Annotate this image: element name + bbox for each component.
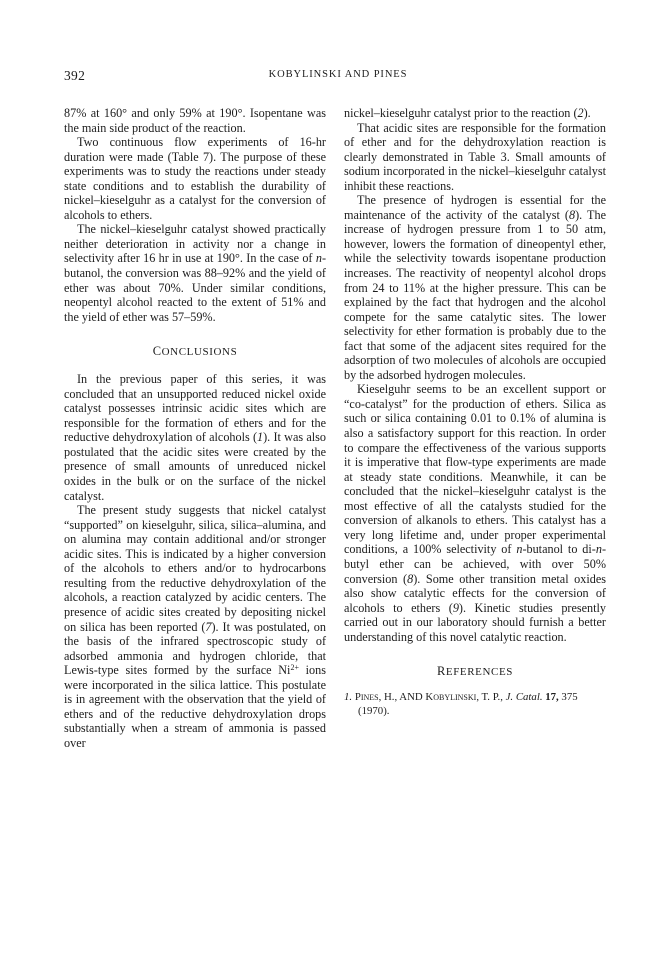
citation-ref: 1 (257, 430, 264, 445)
paragraph: In the previous paper of this series, it was concluded that an unsupported reduced nickel oxide catalyst possesses intrinsic acidic sites which are responsible for the formation of ethers and for the reductive dehydroxylation of alcohols (1). It was also postulated that the acidic sites were created by the presence of small amounts of unreduced nickel oxides in the bulk or on the surface of the nickel catalyst. (64, 372, 326, 503)
running-head: KOBYLINSKI AND PINES (268, 69, 408, 80)
citation-ref: 8 (569, 207, 576, 222)
paragraph: 87% at 160° and only 59% at 190°. Isopentane was the main side product of the reaction. (64, 106, 326, 135)
page-header (64, 68, 612, 86)
conclusions-heading: CONCLUSIONS (152, 344, 238, 359)
paragraph: Two continuous flow experiments of 16-hr duration were made (Table 7). The purpose of these experiments was to study the reactions under steady state conditions and to establish the durability of nickel–kieselguhr as a catalyst for the conversion of alcohols to ethers. (64, 135, 326, 222)
citation-ref: 9 (452, 600, 459, 615)
citation-ref: 7 (205, 619, 212, 634)
paragraph: The present study suggests that nickel catalyst “supported” on kieselguhr, silica, silica–alumina, and on alumina may contain additional and/or stronger acidic sites. This is indicated by a higher conversion of the alcohols to ethers and/or to hydrocarbons resulting from the reductive dehydroxylation of the alcohols, a reaction catalyzed by acidic centers. The presence of acidic sites created by depositing nickel on silica has been reported (7). It was postulated, on the basis of the infrared spectroscopic study of adsorbed ammonia and hydrogen chloride, that Lewis-type sites formed by the surface $Ni^{2+}$ ions were incorporated in the silica lattice. This postulate is in agreement with the observation that the yield of ethers and of the reductive dehydroxylation drops substantially when a stream of ammonia is passed over (64, 503, 326, 750)
paragraph: Kieselguhr seems to be an excellent support or “co-catalyst” for the production of ethers. Silica as such or silica containing 0.01 to 0.1% of alumina is also a satisfactory support for this reaction. In order to compare the effectiveness of the various supports it is imperative that flow-type experiments are made at steady state conditions. Meanwhile, it can be concluded that the nickel–kieselguhr catalyst is the most effective of all the catalysts studied for the conversion of alkanols to ethers. This catalyst has a very long lifetime and, under proper experimental conditions, a 100% selectivity of n-butanol to di-n-butyl ether can be achieved, with over 50% conversion (8). Some other transition metal oxides also show catalytic effects for the conversion of alcohols to ethers (9). Kinetic studies presently carried out in our laboratory should furnish a better understanding of this novel catalytic reaction. (344, 382, 606, 644)
reference-entry: 1. Pines, H., AND Kobylinski, T. P., J. Catal. 17, 375 (1970). (344, 691, 578, 717)
left-column (64, 106, 326, 750)
paragraph: That acidic sites are responsible for the formation of ether and for the dehydroxylation reaction is clearly demonstrated in Table 3. Small amounts of sodium incorporated in the nickel–kieselguhr catalyst inhibit these reactions. (344, 120, 606, 193)
paragraph: The nickel–kieselguhr catalyst showed practically neither deterioration in activity nor a change in selectivity after 16 hr in use at 190°. In the case of n-butanol, the conversion was 88–92% and the yield of ether was about 70%. Under similar conditions, neopentyl alcohol reacted to the extent of 51% and the yield of ether was 57–59%. (64, 222, 326, 324)
references-heading: REFERENCES (436, 664, 514, 679)
citation-ref: 2 (577, 106, 584, 120)
citation-ref: 8 (407, 571, 414, 586)
paragraph: nickel–kieselguhr catalyst prior to the reaction (2). (344, 106, 591, 120)
page-number: 392 (64, 68, 86, 83)
right-column (344, 106, 606, 718)
paragraph: The presence of hydrogen is essential for the maintenance of the activity of the catalyst (8). The increase of hydrogen pressure from 1 to 50 atm, however, lowers the formation of dineopentyl ether, while the selectivity towards isopentane production increases. The reactivity of neopentyl alcohol drops from 24 to 11% at the higher pressure. This can be explained by the fact that hydrogen and the alcohol compete for the same catalytic sites. The lower selectivity for ether formation is probably due to the fact that some of the adjacent sites required for the adsorption of two molecules of alcohols are occupied by the adsorbed hydrogen molecules. (344, 193, 606, 382)
